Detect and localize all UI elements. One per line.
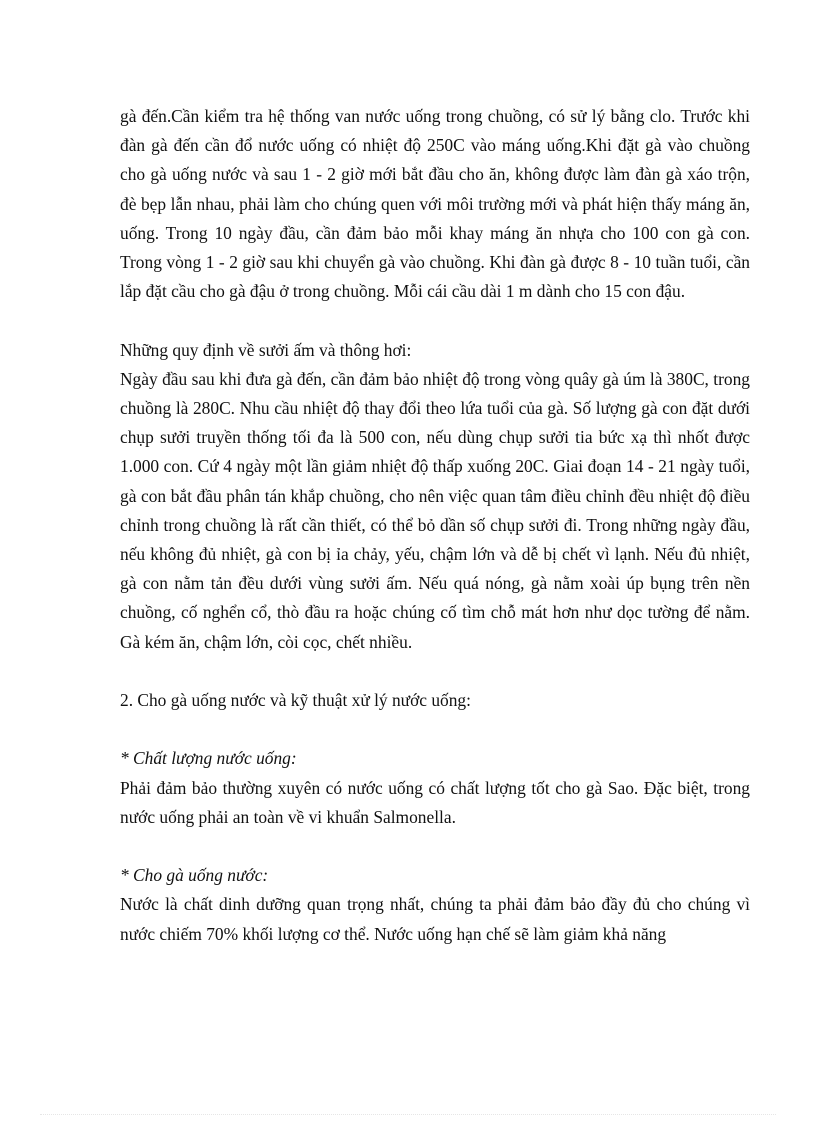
subheading-water-quality: * Chất lượng nước uống: bbox=[120, 748, 297, 769]
section-heading-water: 2. Cho gà uống nước và kỹ thuật xử lý nước uống: bbox=[120, 690, 471, 711]
paragraph-water-quality: Phải đảm bảo thường xuyên có nước uống có chất lượng tốt cho gà Sao. Đặc biệt, trong nước uống phải an toàn về vi khuẩn Salmonella. bbox=[120, 777, 750, 827]
page-bottom-border bbox=[40, 1114, 776, 1115]
paragraph-chick-arrival: gà đến.Cần kiểm tra hệ thống van nước uống trong chuồng, có sử lý bằng clo. Trước khi đàn gà đến cần đổ nước uống có nhiệt độ 250C vào máng uống.Khi đặt gà vào chuồng cho gà uống nước và sau 1 - 2 giờ mới bắt đầu cho ăn, không được làm đàn gà xáo trộn, đè bẹp lẫn nhau, phải làm cho chúng quen với môi trường mới và phát hiện thấy máng ăn, uống. Trong 10 ngày đầu, cần đảm bảo mỗi khay máng ăn nhựa cho 100 con gà con. Trong vòng 1 - 2 giờ sau khi chuyển gà vào chuồng. Khi đàn gà được 8 - 10 tuần tuổi, cần lắp đặt cầu cho gà đậu ở trong chuồng. Mỗi cái cầu dài 1 m dành cho 15 con đậu. bbox=[120, 106, 750, 302]
paragraph-gap bbox=[120, 715, 750, 744]
heading-heating-ventilation: Những quy định về sưởi ấm và thông hơi: bbox=[120, 339, 412, 360]
paragraph-gap bbox=[120, 832, 750, 861]
paragraph-giving-water: Nước là chất dinh dưỡng quan trọng nhất, chúng ta phải đảm bảo đầy đủ cho chúng vì nước chiếm 70% khối lượng cơ thể. Nước uống hạn chế sẽ làm giảm khả năng bbox=[120, 894, 750, 944]
paragraph-gap bbox=[120, 306, 750, 335]
paragraph-heating: Ngày đầu sau khi đưa gà đến, cần đảm bảo nhiệt độ trong vòng quây gà úm là 380C, trong chuồng là 280C. Nhu cầu nhiệt độ thay đổi theo lứa tuổi của gà. Số lượng gà con đặt dưới chụp sưởi truyền thống tối đa là 500 con, nếu dùng chụp sưởi tia bức xạ thì nhốt được 1.000 con. Cứ 4 ngày một lần giảm nhiệt độ thấp xuống 20C. Giai đoạn 14 - 21 ngày tuổi, gà con bắt đầu phân tán khắp chuồng, cho nên việc quan tâm điều chỉnh đều nhiệt độ điều chỉnh trong chuồng là rất cần thiết, có thể bỏ dần số chụp sưởi đi. Trong những ngày đầu, nếu không đủ nhiệt, gà con bị ỉa chảy, yếu, chậm lớn và dễ bị chết vì lạnh. Nếu đủ nhiệt, gà con nằm tản đều dưới vùng sưởi ấm. Nếu quá nóng, gà nằm xoài úp bụng trên nền chuồng, cố nghển cổ, thò đầu ra hoặc chúng cố tìm chỗ mát hơn như dọc tường để nằm. Gà kém ăn, chậm lớn, còi cọc, chết nhiều. bbox=[120, 368, 750, 652]
document-body bbox=[120, 102, 750, 949]
subheading-giving-water: * Cho gà uống nước: bbox=[120, 865, 269, 886]
paragraph-gap bbox=[120, 657, 750, 686]
